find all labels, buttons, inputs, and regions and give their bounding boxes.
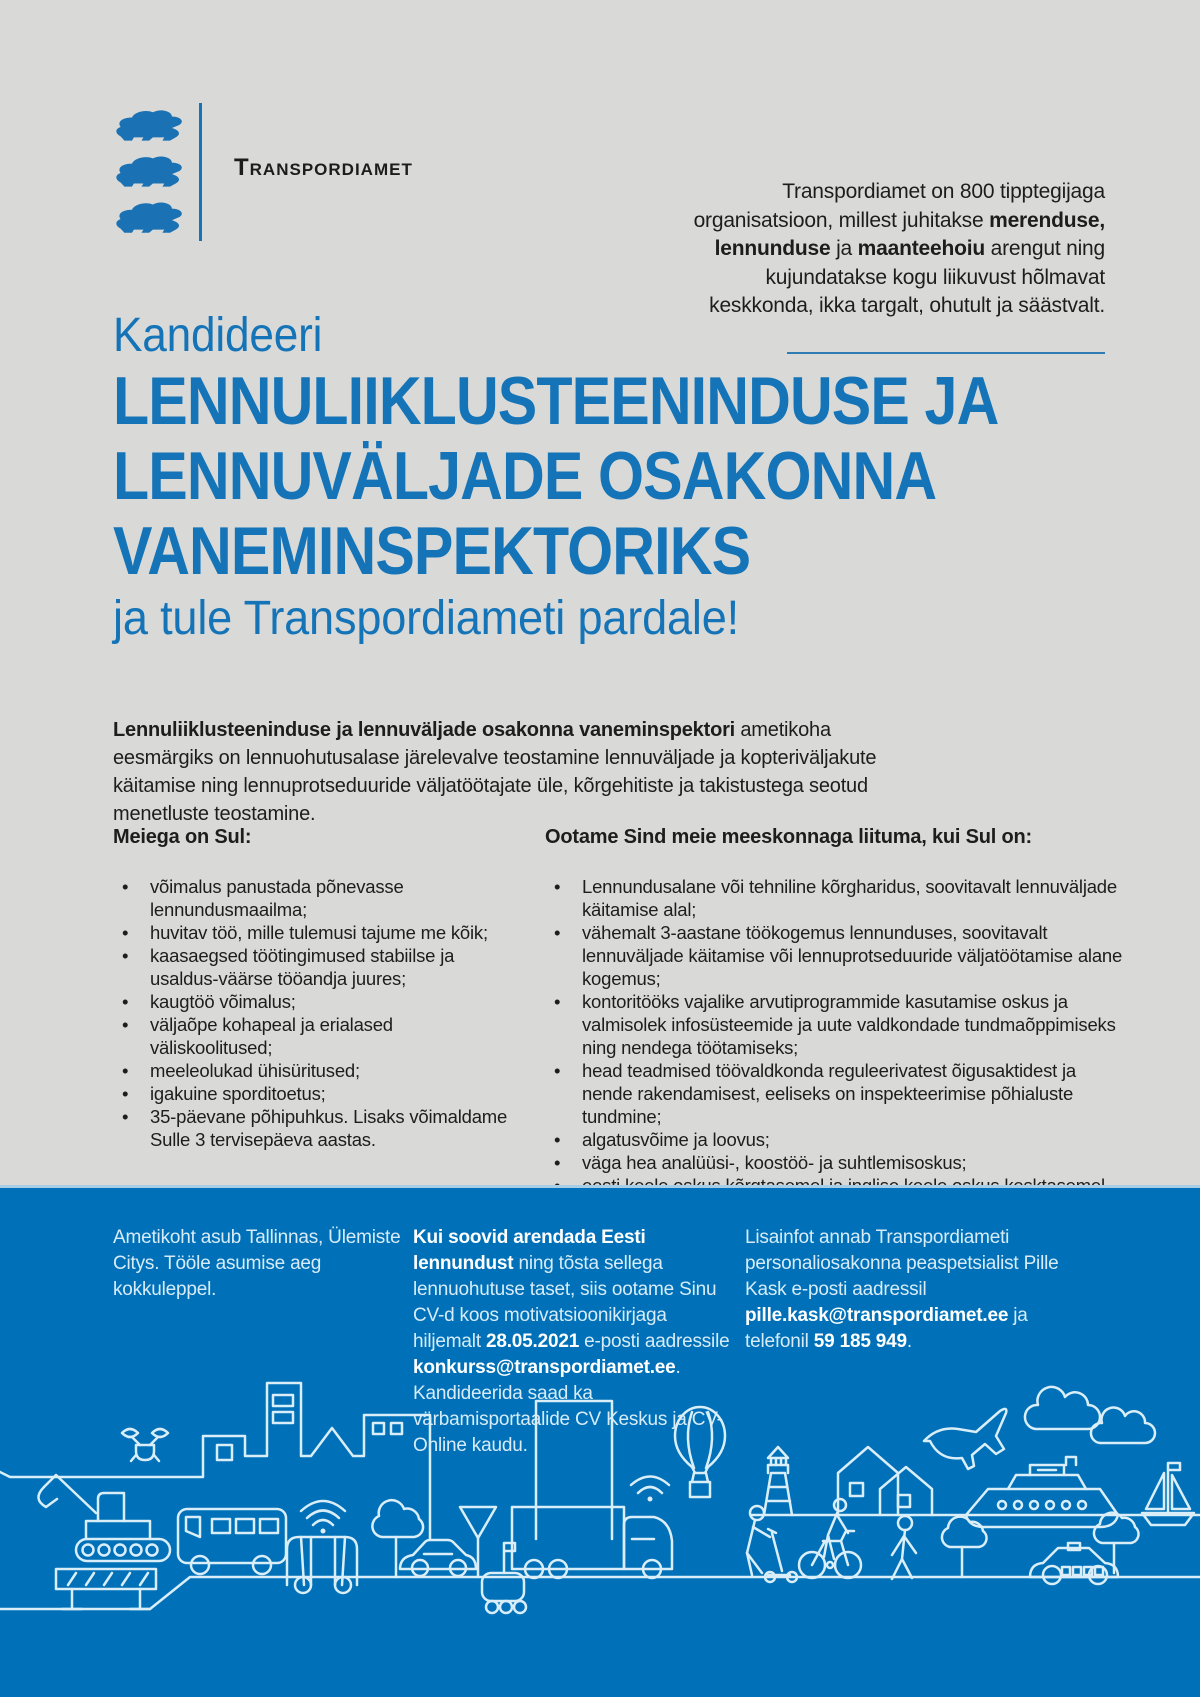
requirement-item: • kontoritööks vajalike arvutiprogrammide kasutamise oskus ja valmisolek infosüsteemide ja uute valdkondade tundmaõppimiseks ning nendega töötamiseks; <box>545 990 1123 1059</box>
police-car-icon <box>1030 1543 1118 1584</box>
requirement-item: • head teadmised töövaldkonda reguleerivatest õigusaktidest ja nende rakendamisest, eeliseks on inspekteerimise põhialuste tundmine; <box>545 1059 1123 1128</box>
job-title-line-1: LENNULIIKLUSTEENINDUSE JA <box>113 363 999 439</box>
tree-icon <box>372 1500 423 1577</box>
offer-item: • kaugtöö võimalus; <box>113 990 515 1013</box>
requirement-item: • algatusvõime ja loovus; <box>545 1128 1123 1151</box>
contact-email: pille.kask@transpordiamet.ee <box>745 1305 1009 1326</box>
offer-section <box>113 826 515 1151</box>
offer-item: • huvitav töö, mille tulemusi tajume me kõik; <box>113 921 515 944</box>
clouds-icon <box>1025 1387 1155 1443</box>
airplane-icon <box>924 1409 1006 1469</box>
pedestrian-icon <box>892 1516 916 1579</box>
drone-icon <box>122 1429 168 1461</box>
contact-phone: 59 185 949 <box>813 1331 907 1352</box>
offer-item: • kaasaegsed töötingimused stabiilse ja usaldus-väärse tööandja juures; <box>113 944 515 990</box>
footer <box>0 1185 1200 1697</box>
job-title-line-2: LENNUVÄLJADE OSAKONNA <box>113 438 937 514</box>
requirement-item: • väga hea analüüsi-, koostöö- ja suhtlemisoskus; <box>545 1151 1123 1174</box>
city-skyline-icon <box>0 1383 612 1539</box>
requirement-item: • vähemalt 3-aastane töökogemus lennunduses, soovitavalt lennuväljade käitamise või lennuprotseduuride väljatöötamise alane kogemus; <box>545 921 1123 990</box>
ground-line <box>0 1577 1200 1609</box>
requirement-item: • Lennundusalane või tehniline kõrgharidus, soovitavalt lennuväljade käitamise alal; <box>545 875 1123 921</box>
excavator-icon <box>38 1475 170 1561</box>
hero-subtitle: ja tule Transpordiameti pardale! <box>113 592 740 645</box>
transpordiamet-logo <box>113 103 413 241</box>
footer-contact-info: Lisainfot annab Transpordiameti personaliosakonna peaspetsialist Pille Kask e-posti aadressil pille.kask@transpordiamet.ee ja telefonil 59 185 949. <box>745 1227 1059 1352</box>
offer-item: • väljaõpe kohapeal ja erialased väliskoolitused; <box>113 1013 515 1059</box>
apply-email: konkurss@transpordiamet.ee <box>413 1357 676 1378</box>
offer-item: • igakuine sporditoetus; <box>113 1082 515 1105</box>
cruise-ship-icon <box>966 1457 1118 1527</box>
logo-wordmark: Transpordiamet <box>234 154 413 181</box>
car-icon <box>400 1540 476 1576</box>
cyclist-icon <box>799 1499 861 1578</box>
about-paragraph: Transpordiamet on 800 tipptegijaga organisatsioon, millest juhitakse merenduse, lennunduse ja maanteehoiu arengut ning kujundatakse kogu liikuvust hõlmavat keskkonda, ikka targalt, ohutult ja säästvalt. <box>693 180 1105 317</box>
tree-icon <box>942 1517 987 1577</box>
requirements-heading: Ootame Sind meie meeskonnaga liituma, kui Sul on: <box>545 826 1032 848</box>
logo-divider <box>199 103 202 241</box>
offer-item: • võimalus panustada põnevasse lennundusmaailma; <box>113 875 515 921</box>
job-title-line-3: VANEMINSPEKTORIKS <box>113 513 751 589</box>
bus-icon <box>178 1509 286 1574</box>
footer-apply-info: Kui soovid arendada Eesti lennundust ning tõsta sellega lennuohutuse taset, siis ootame Sinu CV-d koos motivatsioonikirjaga hiljemalt 28.05.2021 e-posti aadressile konkurss@transpordiamet.ee. Kandideerida saad ka värbamisportaalide CV Keskus ja CV-Online kaudu. <box>413 1227 730 1456</box>
requirements-list <box>545 875 1123 1220</box>
requirements-section <box>545 826 1123 1220</box>
job-title <box>113 364 1131 589</box>
houses-icon <box>838 1447 932 1515</box>
hot-air-balloon-icon <box>675 1407 725 1497</box>
offer-heading: Meiega on Sul: <box>113 826 252 848</box>
section-rule <box>787 352 1105 354</box>
scooter-rider-icon <box>747 1506 797 1582</box>
hero-kicker: Kandideeri <box>113 309 323 362</box>
three-lions-icon <box>113 106 189 238</box>
lighthouse-icon <box>764 1447 792 1515</box>
intro-paragraph: Lennuliiklusteeninduse ja lennuväljade osakonna vaneminspektori ametikoha eesmärgiks on lennuohutusalase järelevalve teostamine lennuväljade ja kopteriväljakute käitamise ning lennuprotseduuride väljatöötajate üle, kõrgehitiste ja takistustega seotud menetluste teostamine. <box>113 719 877 825</box>
road-barrier-icon <box>56 1569 156 1609</box>
autonomous-shuttle-icon <box>287 1501 357 1593</box>
offer-item: • 35-päevane põhipuhkus. Lisaks võimaldame Sulle 3 tervisepäeva aastas. <box>113 1105 515 1151</box>
cityscape-illustration <box>0 1277 1200 1697</box>
offer-list <box>113 875 515 1151</box>
footer-location: Ametikoht asub Tallinnas, Ülemiste Citys. Tööle asumise aeg kokkuleppel. <box>113 1227 401 1300</box>
offer-item: • meeleolukad ühisüritused; <box>113 1059 515 1082</box>
